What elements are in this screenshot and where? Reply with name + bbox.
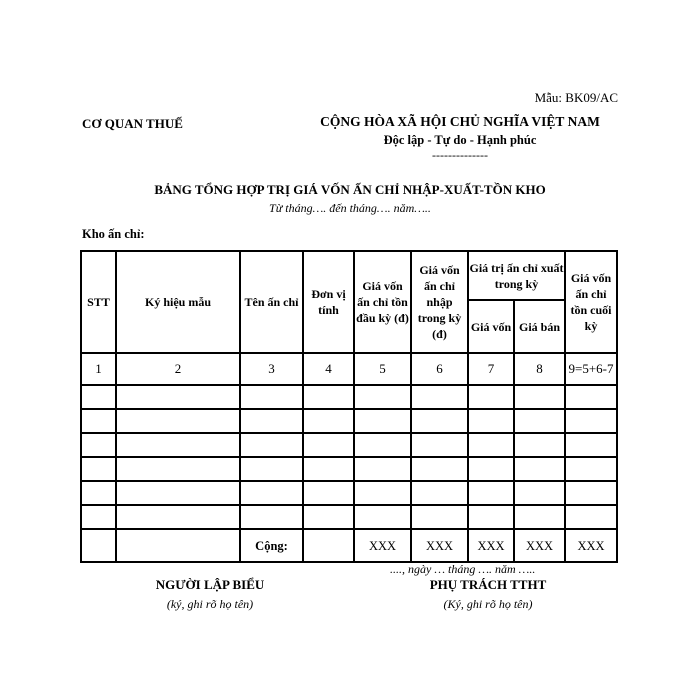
header-ton-dau-ky: Giá vốn ấn chỉ tồn đầu kỳ (đ) <box>354 251 411 353</box>
column-number: 5 <box>354 353 411 385</box>
header-ten-an-chi: Tên ấn chỉ <box>240 251 303 353</box>
header-xuat-trong-ky: Giá trị ấn chỉ xuất trong kỳ <box>468 251 565 300</box>
supervisor-title: PHỤ TRÁCH TTHT <box>429 577 547 592</box>
total-gia-von: XXX <box>468 529 514 562</box>
table-row <box>81 481 617 505</box>
national-motto: Độc lập - Tự do - Hạnh phúc <box>383 133 537 147</box>
table-row <box>81 457 617 481</box>
country-name: CỘNG HÒA XÃ HỘI CHỦ NGHĨA VIỆT NAM <box>320 114 600 129</box>
header-ton-cuoi-ky: Giá vốn ấn chỉ tồn cuối kỳ <box>565 251 617 353</box>
total-row <box>81 529 617 562</box>
column-number: 2 <box>116 353 240 385</box>
header-don-vi-tinh: Đơn vị tính <box>303 251 354 353</box>
form-code: Mẫu: BK09/AC <box>534 90 618 105</box>
preparer-note: (ký, ghi rõ họ tên) <box>166 597 254 611</box>
supervisor-note: (Ký, ghi rõ họ tên) <box>443 597 533 611</box>
agency-name: CƠ QUAN THUẾ <box>82 116 183 131</box>
report-period: Từ tháng…. đến tháng…. năm….. <box>269 201 431 215</box>
column-number: 8 <box>514 353 565 385</box>
warehouse-label: Kho ấn chỉ: <box>82 227 145 241</box>
header-ky-hieu-mau: Ký hiệu mẫu <box>116 251 240 353</box>
document-title: BẢNG TỔNG HỢP TRỊ GIÁ VỐN ẤN CHỈ NHẬP-XUẤT-TỒN KHO <box>154 182 546 197</box>
column-number: 3 <box>240 353 303 385</box>
column-number: 1 <box>81 353 116 385</box>
total-label: Cộng: <box>240 529 303 562</box>
table-row <box>81 409 617 433</box>
column-number: 6 <box>411 353 468 385</box>
preparer-signature <box>120 577 300 612</box>
table-row <box>81 433 617 457</box>
column-number: 9=5+6-7 <box>565 353 617 385</box>
header-gia-ban: Giá bán <box>514 300 565 353</box>
total-ton-cuoi: XXX <box>565 529 617 562</box>
table-row <box>81 505 617 529</box>
header-stt: STT <box>81 251 116 353</box>
preparer-title: NGƯỜI LẬP BIỂU <box>155 577 265 592</box>
column-number-row <box>81 353 617 385</box>
supervisor-signature <box>388 577 588 612</box>
header-rule: -------------- <box>432 148 488 162</box>
total-ton-dau: XXX <box>354 529 411 562</box>
column-number: 4 <box>303 353 354 385</box>
table-row <box>81 385 617 409</box>
header-nhap-trong-ky: Giá vốn ấn chỉ nhập trong kỳ (đ) <box>411 251 468 353</box>
national-header <box>290 114 630 163</box>
total-nhap: XXX <box>411 529 468 562</box>
column-number: 7 <box>468 353 514 385</box>
header-gia-von: Giá vốn <box>468 300 514 353</box>
inventory-table <box>80 250 618 563</box>
total-gia-ban: XXX <box>514 529 565 562</box>
date-line: ...., ngày … tháng …. năm ….. <box>390 562 536 576</box>
